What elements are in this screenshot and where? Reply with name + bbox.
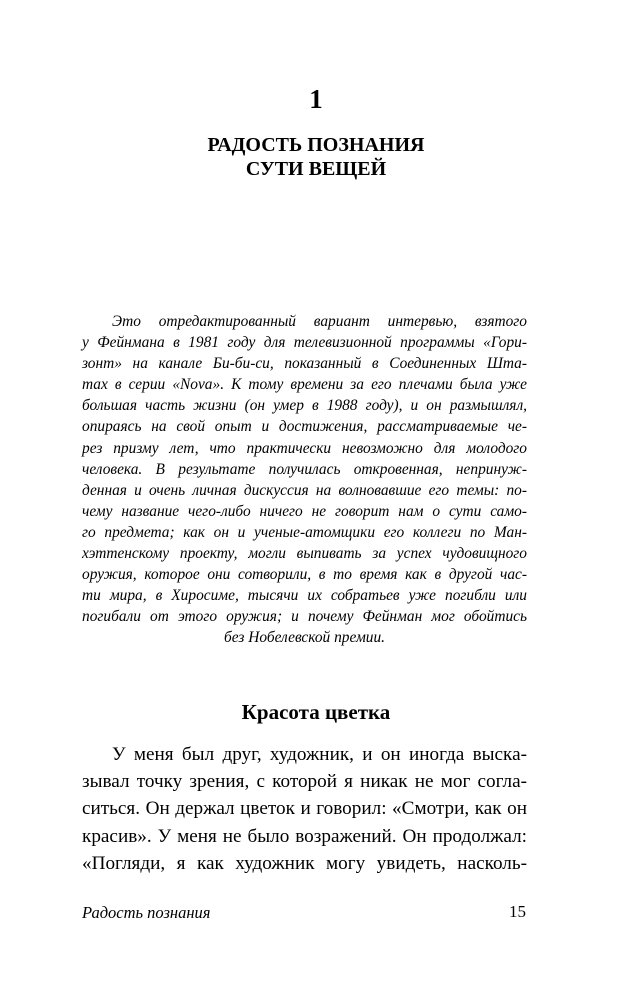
intro-line: ти мира, в Хиросиме, тысячи их собратьев уже погибли или [82,587,527,605]
body-line: красив». У меня не было возражений. Он продолжал: [82,825,527,847]
chapter-number: 1 [309,84,323,114]
intro-line: у Фейнмана в 1981 году для телевизионной программы «Гори- [82,334,527,352]
intro-line: опираясь на свой опыт и достижения, рассматриваемые че- [82,418,527,436]
intro-line: погибали от этого оружия; и почему Фейнман мог обойтись [82,608,527,626]
intro-line: зонт» на канале Би-би-си, показанный в Соединенных Шта- [82,355,527,373]
intro-line: хэттенскому проекту, могли выпивать за успех чудовищного [82,545,527,563]
chapter-title [0,133,632,181]
intro-line: рез призму лет, что практически невозможно для молодого [82,439,527,457]
chapter-title-line: РАДОСТЬ ПОЗНАНИЯ [207,134,425,156]
body-line: У меня был друг, художник, и он иногда выска- [112,744,527,765]
intro-line: го предмета; как он и ученые-атомщики его коллеги по Ман- [82,523,527,541]
chapter-title-line: СУТИ ВЕЩЕЙ [245,158,387,180]
page-number: 15 [509,902,526,921]
section-heading: Красота цветка [241,700,391,724]
intro-line: тах в серии «Nova». К тому времени за его плечами была уже [82,376,527,394]
body-paragraph [82,741,527,877]
intro-line: человека. В результате получилась откровенная, непринуж- [82,460,527,478]
body-line: зывал точку зрения, с которой я никак не мог согла- [82,771,527,793]
running-footer-title: Радость познания [82,903,211,922]
intro-line: чему название чего-либо ничего не говорит нам о сути само- [82,502,527,520]
intro-line: большая часть жизни (он умер в 1988 году), и он размышлял, [82,397,527,415]
intro-line: без Нобелевской премии. [224,629,385,647]
body-line: «Погляди, я как художник могу увидеть, насколь- [82,852,527,874]
intro-line: оружия, которое они сотворили, в то время как в другой час- [82,566,527,584]
intro-line: денная и очень личная дискуссия на волновавшие его темы: по- [82,481,527,499]
intro-line: Это отредактированный вариант интервью, взятого [112,313,527,330]
chapter-intro-paragraph [82,311,527,649]
body-line: ситься. Он держал цветок и говорил: «Смотри, как он [82,798,527,820]
